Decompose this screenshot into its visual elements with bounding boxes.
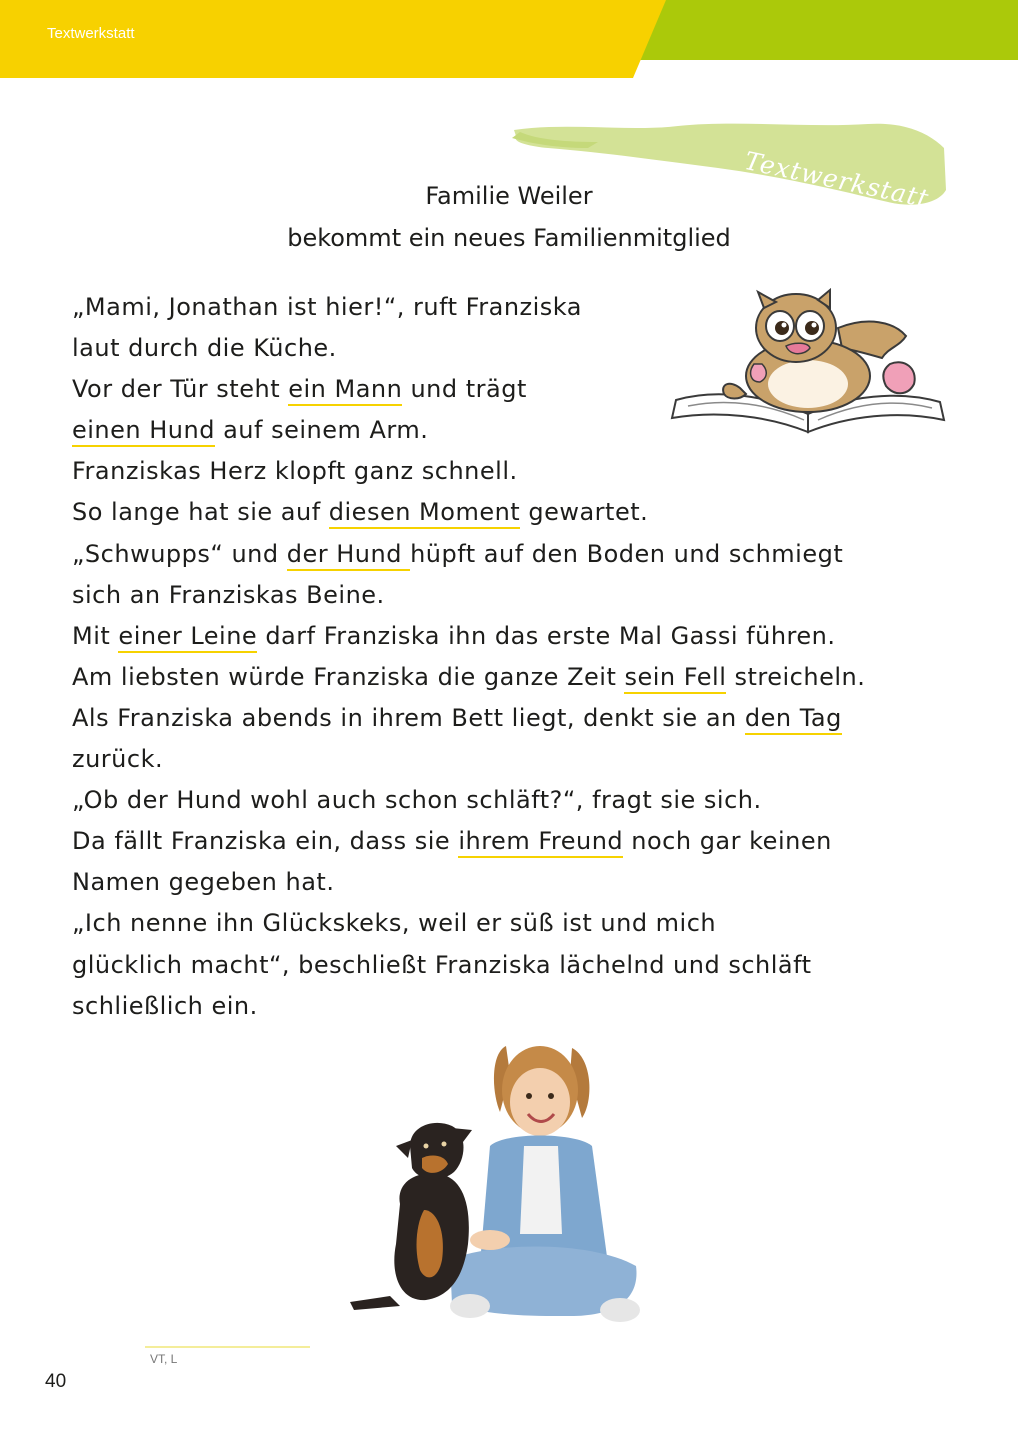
story-text-segment: darf Franziska ihn das erste Mal Gassi führen. — [257, 621, 836, 650]
story-text-segment: zurück. — [72, 745, 164, 774]
story-text-segment: streicheln. — [726, 662, 866, 691]
story-text-segment: schließlich ein. — [72, 991, 258, 1020]
story-text-segment: und trägt — [402, 375, 527, 404]
story-text-segment: „Mami, Jonathan ist hier!“, ruft Franziska — [72, 293, 582, 321]
story-text-segment: Als Franziska abends in ihrem Bett liegt, denkt sie an — [72, 703, 745, 732]
story-line — [72, 739, 952, 780]
footer-code: VT, L — [150, 1352, 178, 1366]
story-line — [72, 945, 952, 986]
story-line — [72, 534, 952, 575]
story-line — [72, 780, 952, 821]
header-section-label: Textwerkstatt — [47, 25, 135, 42]
story-line — [72, 575, 952, 616]
story-line — [72, 862, 952, 903]
girl-eye-left — [526, 1093, 532, 1099]
story-text-segment: laut durch die Küche. — [72, 334, 337, 363]
story-text-segment: Am liebsten würde Franziska die ganze Zeit — [72, 662, 625, 691]
story-line — [72, 492, 952, 533]
header-green-band — [630, 0, 1018, 60]
story-text-segment: „Ich nenne ihn Glückskeks, weil er süß ist und mich — [72, 909, 717, 938]
story-text-segment: Franziskas Herz klopft ganz schnell. — [72, 457, 518, 486]
story-text-segment: So lange hat sie auf — [72, 498, 329, 527]
story-line — [72, 821, 952, 862]
highlighted-phrase: der Hund — [287, 540, 410, 571]
story-line — [72, 410, 952, 451]
girl-shoe-left — [450, 1294, 490, 1318]
story-text-segment: Vor der Tür steht — [72, 375, 289, 404]
story-text-segment: „Ob der Hund wohl auch schon schläft?“, fragt sie sich. — [72, 786, 762, 815]
highlighted-phrase: ein Mann — [288, 375, 402, 406]
story-line — [72, 698, 952, 739]
story-text-segment: noch gar keinen — [623, 827, 832, 856]
story-line — [72, 986, 952, 1027]
story-text — [72, 287, 952, 1027]
girl-face — [510, 1068, 570, 1136]
story-text-segment: gewartet. — [520, 498, 649, 527]
stamp-text: Textwerkstatt — [741, 146, 932, 214]
girl-eye-right — [548, 1093, 554, 1099]
story-title-line-1: Familie Weiler — [425, 182, 593, 210]
girl-top — [520, 1146, 562, 1234]
story-line — [72, 451, 952, 492]
puppy-eye-right — [442, 1142, 447, 1147]
puppy-leg — [350, 1296, 400, 1310]
puppy-eye-left — [424, 1144, 429, 1149]
story-text-segment: auf seinem Arm. — [214, 416, 429, 445]
girl-shoe-right — [600, 1298, 640, 1322]
story-line — [72, 657, 952, 698]
highlighted-phrase: den Tag — [745, 704, 842, 735]
story-line — [72, 287, 952, 328]
story-line — [72, 903, 952, 944]
story-text-segment: „Schwupps“ und — [72, 539, 287, 568]
footer-rule — [145, 1346, 310, 1348]
girl-with-puppy-photo — [340, 1034, 650, 1344]
page-number: 40 — [45, 1371, 67, 1392]
story-text-segment: Mit — [72, 621, 119, 650]
highlighted-phrase: einen Hund — [72, 416, 215, 447]
highlighted-phrase: einer Leine — [118, 622, 257, 653]
story-text-segment: glücklich macht“, beschließt Franziska lächelnd und schläft — [72, 950, 812, 979]
highlighted-phrase: diesen Moment — [329, 498, 520, 529]
story-line — [72, 616, 952, 657]
story-title-line-2: bekommt ein neues Familienmitglied — [287, 224, 731, 252]
story-text-segment: hüpft auf den Boden und schmiegt — [410, 539, 844, 568]
puppy-ear-left — [396, 1140, 412, 1158]
header-band — [0, 0, 1018, 78]
highlighted-phrase: ihrem Freund — [458, 827, 623, 858]
highlighted-phrase: sein Fell — [624, 663, 726, 694]
story-text-segment: Da fällt Franziska ein, dass sie — [72, 827, 459, 856]
story-text-segment: sich an Franziskas Beine. — [72, 580, 385, 609]
story-line — [72, 328, 952, 369]
story-line — [72, 369, 952, 410]
girl-hand — [470, 1230, 510, 1250]
story-text-segment: Namen gegeben hat. — [72, 868, 335, 897]
